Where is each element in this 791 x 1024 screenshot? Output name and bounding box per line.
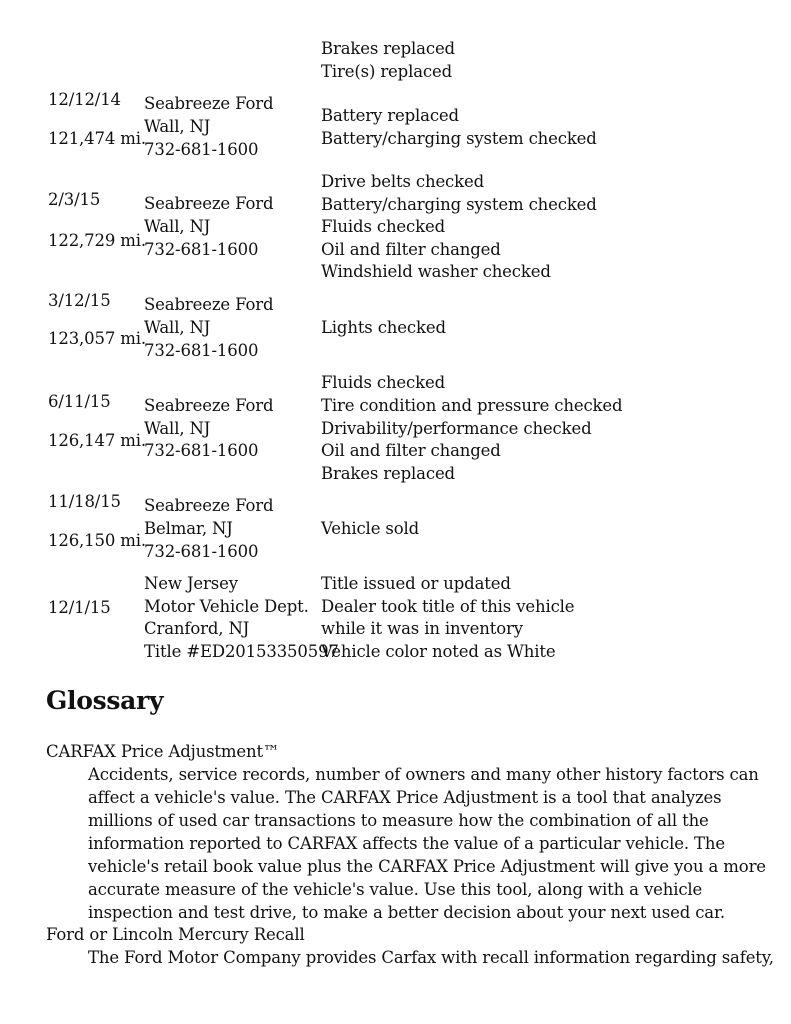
record-mileage: 122,729 mi. xyxy=(48,231,146,250)
service-item: Lights checked xyxy=(321,318,446,337)
record-mileage: 121,474 mi. xyxy=(48,129,146,148)
service-item: Windshield washer checked xyxy=(321,262,551,281)
record-location-line: Wall, NJ xyxy=(144,117,211,136)
record-location-line: 732-681-1600 xyxy=(144,542,259,561)
service-item: Dealer took title of this vehicle xyxy=(321,597,575,616)
service-item: Title issued or updated xyxy=(321,574,511,593)
service-item: Brakes replaced xyxy=(321,39,455,58)
service-item: while it was in inventory xyxy=(321,619,523,638)
record-location-line: Cranford, NJ xyxy=(144,619,250,638)
service-item: Oil and filter changed xyxy=(321,240,501,259)
service-item: Tire condition and pressure checked xyxy=(321,396,623,415)
definition-line: The Ford Motor Company provides Carfax with recall information regarding safety, xyxy=(88,948,774,967)
record-location-line: Seabreeze Ford xyxy=(144,295,274,314)
record-date: 12/1/15 xyxy=(48,598,111,617)
service-item: Vehicle color noted as White xyxy=(321,642,556,661)
record-date: 2/3/15 xyxy=(48,190,101,209)
glossary-heading: Glossary xyxy=(46,686,164,715)
record-location-line: Seabreeze Ford xyxy=(144,94,274,113)
service-item: Drivability/performance checked xyxy=(321,419,592,438)
record-location-line: 732-681-1600 xyxy=(144,140,259,159)
record-location-line: Seabreeze Ford xyxy=(144,396,274,415)
service-item: Drive belts checked xyxy=(321,172,485,191)
service-item: Vehicle sold xyxy=(321,519,420,538)
definition-line: information reported to CARFAX affects the value of a particular vehicle. The xyxy=(88,834,725,853)
record-location-line: 732-681-1600 xyxy=(144,341,259,360)
service-item: Tire(s) replaced xyxy=(321,62,453,81)
record-date: 12/12/14 xyxy=(48,90,121,109)
record-date: 3/12/15 xyxy=(48,291,111,310)
service-item: Battery replaced xyxy=(321,106,459,125)
definition-line: affect a vehicle's value. The CARFAX Price Adjustment is a tool that analyzes xyxy=(88,788,722,807)
record-location-line: Belmar, NJ xyxy=(144,519,233,538)
definition-line: accurate measure of the vehicle's value. Use this tool, along with a vehicle xyxy=(88,880,703,899)
glossary-definition xyxy=(88,763,766,924)
record-location-line: Seabreeze Ford xyxy=(144,194,274,213)
record-mileage: 126,150 mi. xyxy=(48,531,146,550)
definition-line: millions of used car transactions to measure how the combination of all the xyxy=(88,811,709,830)
record-location-line: Wall, NJ xyxy=(144,217,211,236)
record-date: 6/11/15 xyxy=(48,392,111,411)
record-mileage: 126,147 mi. xyxy=(48,431,146,450)
service-item: Battery/charging system checked xyxy=(321,129,597,148)
record-location-line: New Jersey xyxy=(144,574,238,593)
record-location-line: 732-681-1600 xyxy=(144,240,259,259)
definition-line: Accidents, service records, number of owners and many other history factors can xyxy=(88,765,759,784)
service-item: Brakes replaced xyxy=(321,464,455,483)
record-location-line: Motor Vehicle Dept. xyxy=(144,597,309,616)
record-location-line: Wall, NJ xyxy=(144,318,211,337)
definition-line: vehicle's retail book value plus the CARFAX Price Adjustment will give you a more xyxy=(88,857,766,876)
service-item: Fluids checked xyxy=(321,373,446,392)
service-item: Oil and filter changed xyxy=(321,441,501,460)
record-location-line: Seabreeze Ford xyxy=(144,496,274,515)
record-location-line: Wall, NJ xyxy=(144,419,211,438)
record-location-line: 732-681-1600 xyxy=(144,441,259,460)
glossary-term: CARFAX Price Adjustment™ xyxy=(46,742,280,761)
glossary-definition xyxy=(88,946,774,969)
record-date: 11/18/15 xyxy=(48,492,121,511)
record-location-line: Title #ED20153350597 xyxy=(144,642,339,661)
definition-line: inspection and test drive, to make a better decision about your next used car. xyxy=(88,903,726,922)
record-mileage: 123,057 mi. xyxy=(48,329,146,348)
glossary-term: Ford or Lincoln Mercury Recall xyxy=(46,925,305,944)
service-item: Battery/charging system checked xyxy=(321,195,597,214)
service-item: Fluids checked xyxy=(321,217,446,236)
